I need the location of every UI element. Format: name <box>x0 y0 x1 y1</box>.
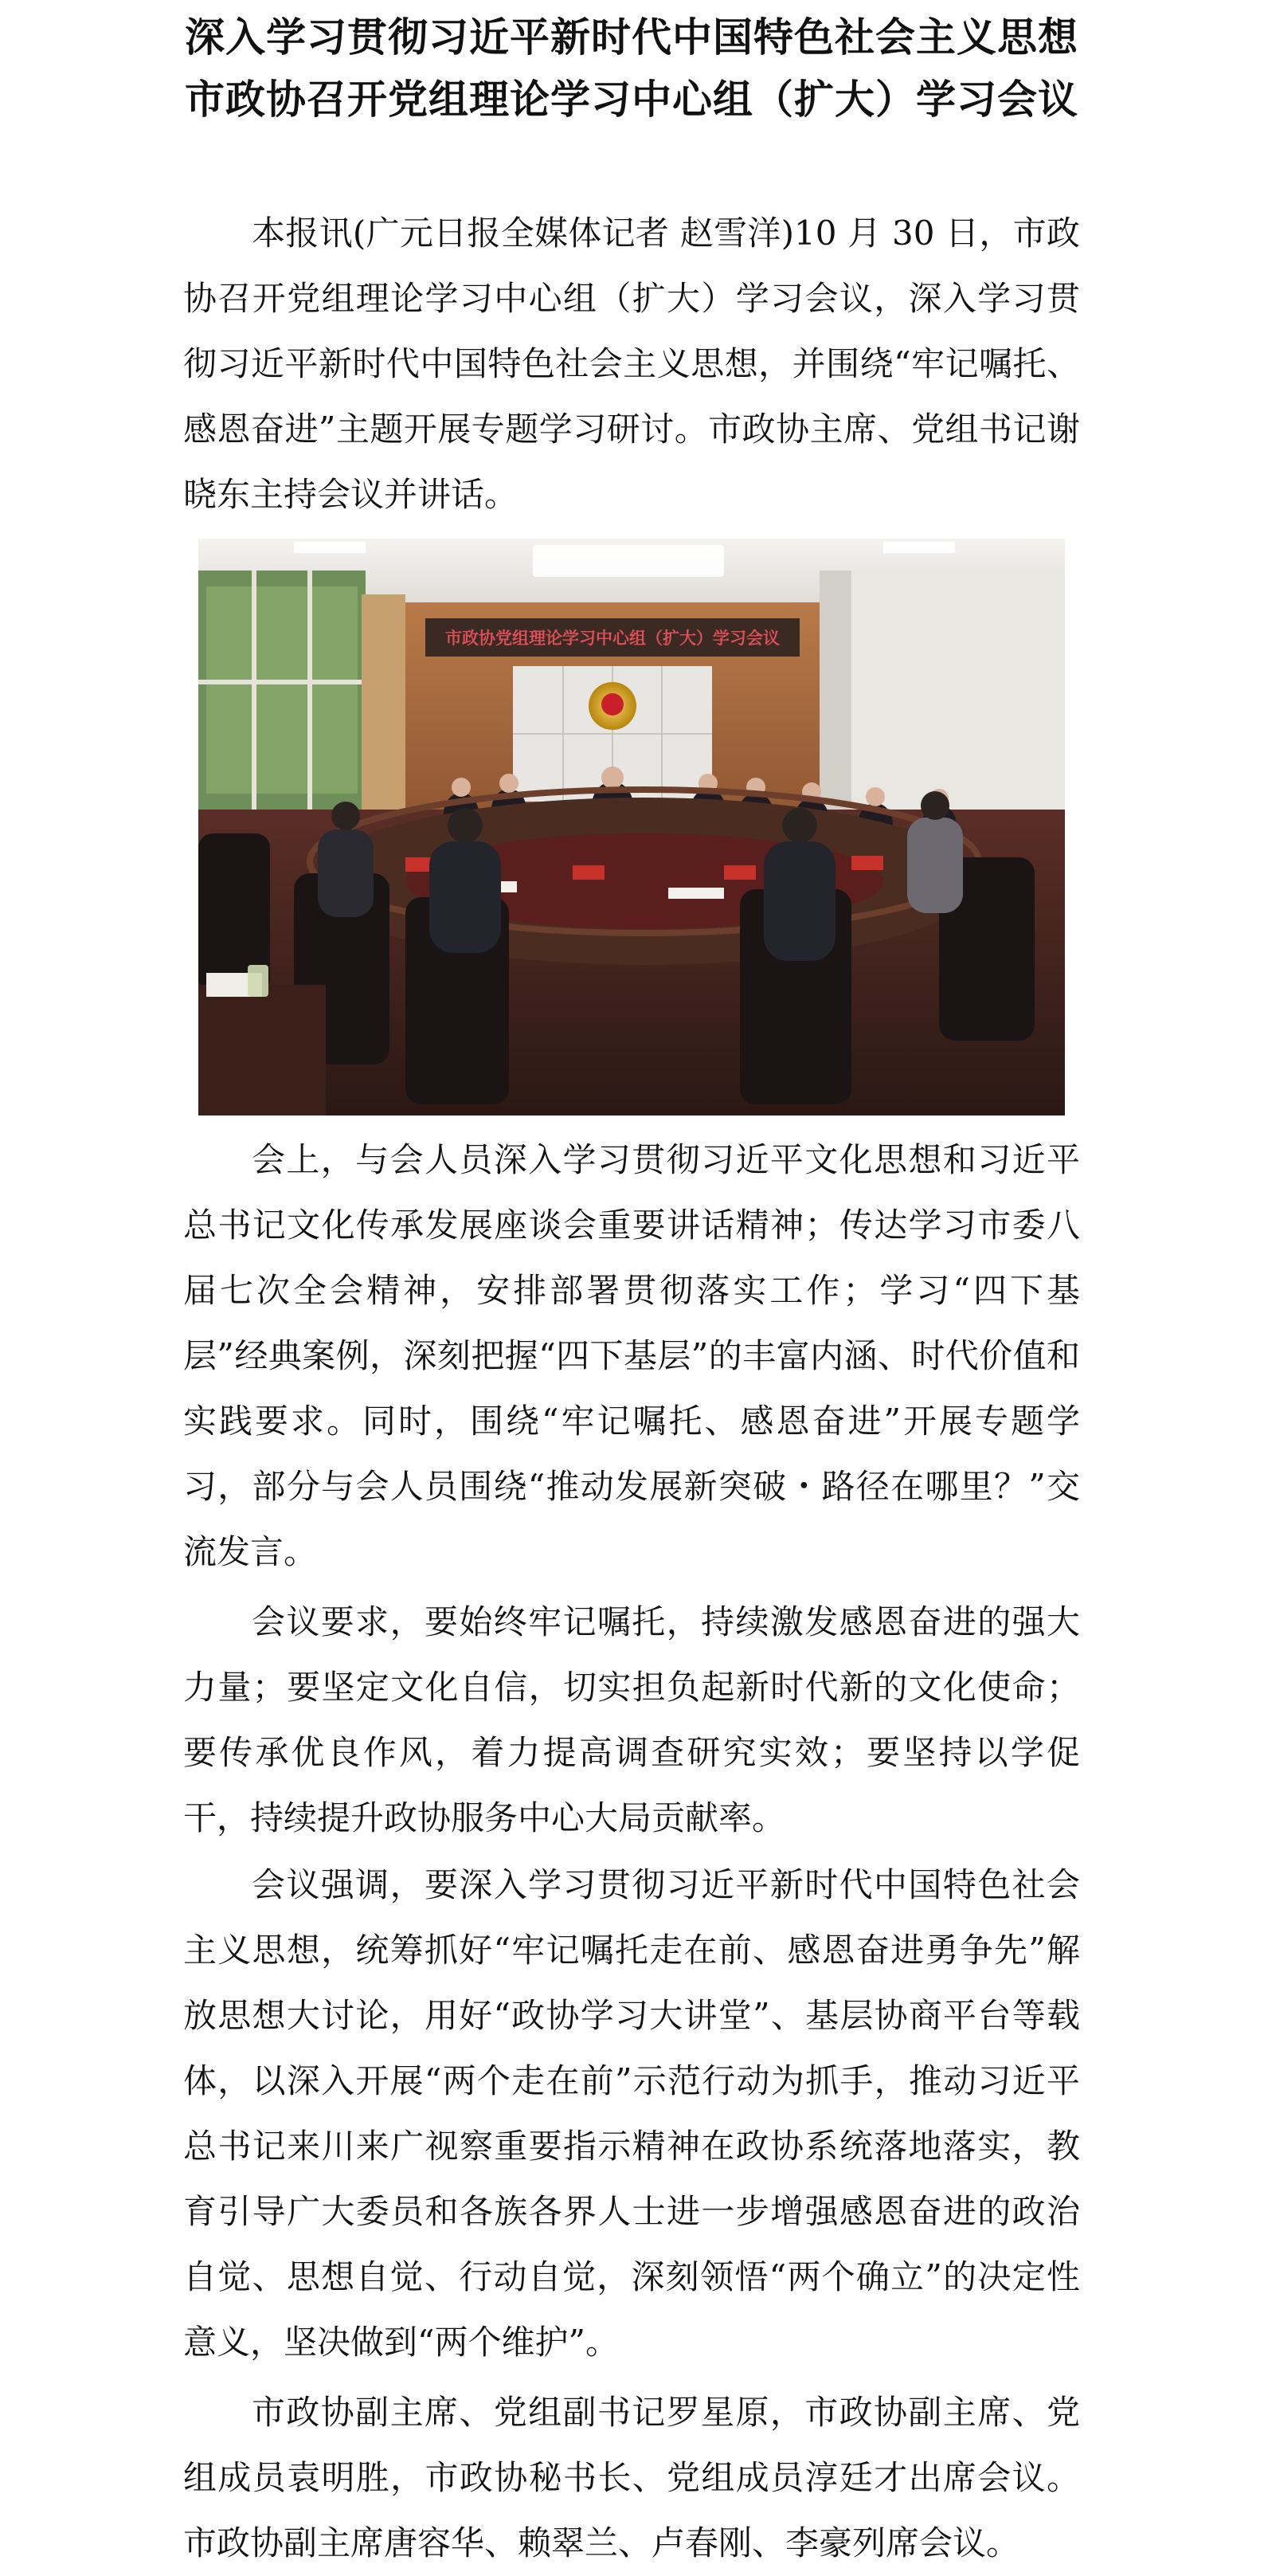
window-foliage <box>206 586 358 794</box>
tea-cup <box>248 965 268 997</box>
side-desk <box>198 985 326 1115</box>
ceiling-light <box>294 542 366 553</box>
side-wall-shadow <box>820 570 851 833</box>
emblem-icon-center <box>601 693 624 716</box>
body-paragraph-2: 会议要求，要始终牢记嘱托，持续激发感恩奋进的强大力量；要坚定文化自信，切实担负起新时代新的文化使命；要传承优良作风，着力提高调查研究实效；要坚持以学促干，持续提升政协服务中心大局贡献率。 <box>183 1602 1080 1837</box>
meeting-photo <box>198 539 1065 1115</box>
curtain <box>362 594 405 817</box>
body-paragraph-4: 市政协副主席、党组副书记罗星原，市政协副主席、党组成员袁明胜，市政协秘书长、党组成员淳廷才出席会议。市政协副主席唐容华、赖翠兰、卢春刚、李豪列席会议。 <box>183 2393 1080 2562</box>
title-line-2: 市政协召开党组理论学习中心组（扩大）学习会议 <box>185 76 1078 123</box>
banner-text: 市政协党组理论学习中心组（扩大）学习会议 <box>445 628 780 648</box>
article-title <box>183 0 1080 131</box>
intro-paragraph: 本报讯(广元日报全媒体记者 赵雪洋)10 月 30 日，市政协召开党组理论学习中心组（扩大）学习会议，深入学习贯彻习近平新时代中国特色社会主义思想，并围绕“牢记嘱托、感恩奋进”主题开展专题学习研讨。市政协主席、党组书记谢晓东主持会议并讲话。 <box>183 214 1080 514</box>
title-line-1: 深入学习贯彻习近平新时代中国特色社会主义思想 <box>185 14 1078 61</box>
body-paragraph-1: 会上，与会人员深入学习贯彻习近平文化思想和习近平总书记文化传承发展座谈会重要讲话精神；传达学习市委八届七次全会精神，安排部署贯彻落实工作；学习“四下基层”经典案例，深刻把握“四下基层”的丰富内涵、时代价值和实践要求。同时，围绕“牢记嘱托、感恩奋进”开展专题学习，部分与会人员围绕“推动发展新突破・路径在哪里？”交流发言。 <box>183 1140 1080 1571</box>
news-article <box>183 0 1080 2562</box>
body-paragraph-3: 会议强调，要深入学习贯彻习近平新时代中国特色社会主义思想，统筹抓好“牢记嘱托走在前、感恩奋进勇争先”解放思想大讨论，用好“政协学习大讲堂”、基层协商平台等载体，以深入开展“两个走在前”示范行动为抓手，推动习近平总书记来川来广视察重要指示精神在政协系统落地落实，教育引导广大委员和各族各界人士进一步增强感恩奋进的政治自觉、思想自觉、行动自觉，深刻领悟“两个确立”的决定性意义，坚决做到“两个维护”。 <box>183 1865 1080 2362</box>
ceiling-light <box>533 545 724 577</box>
ceiling-light <box>883 542 955 553</box>
